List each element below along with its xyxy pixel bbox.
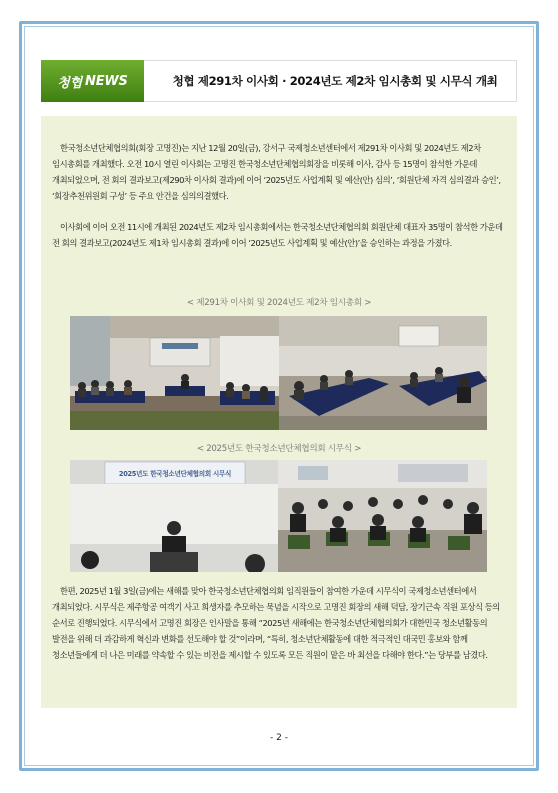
badge-en-text: NEWS: [85, 73, 128, 89]
page-number: - 2 -: [270, 733, 288, 743]
news-badge: [41, 60, 144, 102]
paragraph-board-meeting: 한국청소년단체협의회(회장 고명진)는 지난 12월 20일(금), 강서구 국제청소년센터에서 제291차 이사회 및 2024년도 제2차 임시총회를 개최했다. 오전 10시 열린 이사회는 고명진 한국청소년단체협의회장을 비롯해 이사, 감사 등 15명이 참석한 가운데 개최되었으며, 전 회의 결과보고(제290차 이사회 결과)에 이어 ‘2025년도 사업계획 및 예산(안) 심의’, ‘회원단체 자격 심의결과 승인’, ‘회장추천위원회 구성’ 등 주요 안건을 심의의결했다.: [52, 143, 501, 201]
paragraph-new-year-ceremony: 한편, 2025년 1월 3일(금)에는 새해를 맞아 한국청소년단체협의회 임직원들이 참여한 가운데 시무식이 국제청소년센터에서 개최되었다. 시무식은 제주항공 여객기 사고 희생자를 추모하는 묵념을 시작으로 고명진 회장의 새해 덕담, 장기근속 직원 포상식 등의 순서로 진행되었다. 시무식에서 고명진 회장은 인사말을 통해 “2025년 새해에는 한국청소년단체협의회가 대한민국 청소년활동의 발전을 위해 더 과감하게 혁신과 변화를 선도해야 할 것”이라며, “특히, 청소년단체활동에 대한 적극적인 대국민 홍보와 함께 청소년들에게 더 나은 미래를 약속할 수 있는 비전을 제시할 수 있도록 모든 직원이 맡은 바 최선을 다해야 한다.”는 당부를 남겼다.: [52, 586, 500, 660]
badge-kr-text: 청협: [57, 75, 83, 91]
paragraph-general-assembly: 이사회에 이어 오전 11시에 개최된 2024년도 제2차 임시총회에서는 한국청소년단체협의회 회원단체 대표자 35명이 참석한 가운데 전 회의 결과보고(2024년도 제1차 임시총회 결과)에 이어 ‘2025년도 사업계획 및 예산(안)’을 승인하는 과정을 가졌다.: [52, 222, 503, 248]
photo-caption-ceremony: < 2025년도 한국청소년단체협의회 시무식 >: [196, 444, 362, 454]
ceremony-photo-audience: [278, 460, 487, 572]
ceremony-banner-text: 2025년도 한국청소년단체협의회 시무식: [118, 470, 232, 478]
meeting-photo-right: [279, 316, 487, 430]
article-title: 청협 제291차 이사회 · 2024년도 제2차 임시총회 및 시무식 개최: [172, 74, 498, 88]
photo-caption-meeting: < 제291차 이사회 및 2024년도 제2차 임시총회 >: [186, 298, 372, 308]
meeting-photo-left: [70, 316, 279, 430]
ceremony-photo-speaker: [70, 460, 278, 572]
